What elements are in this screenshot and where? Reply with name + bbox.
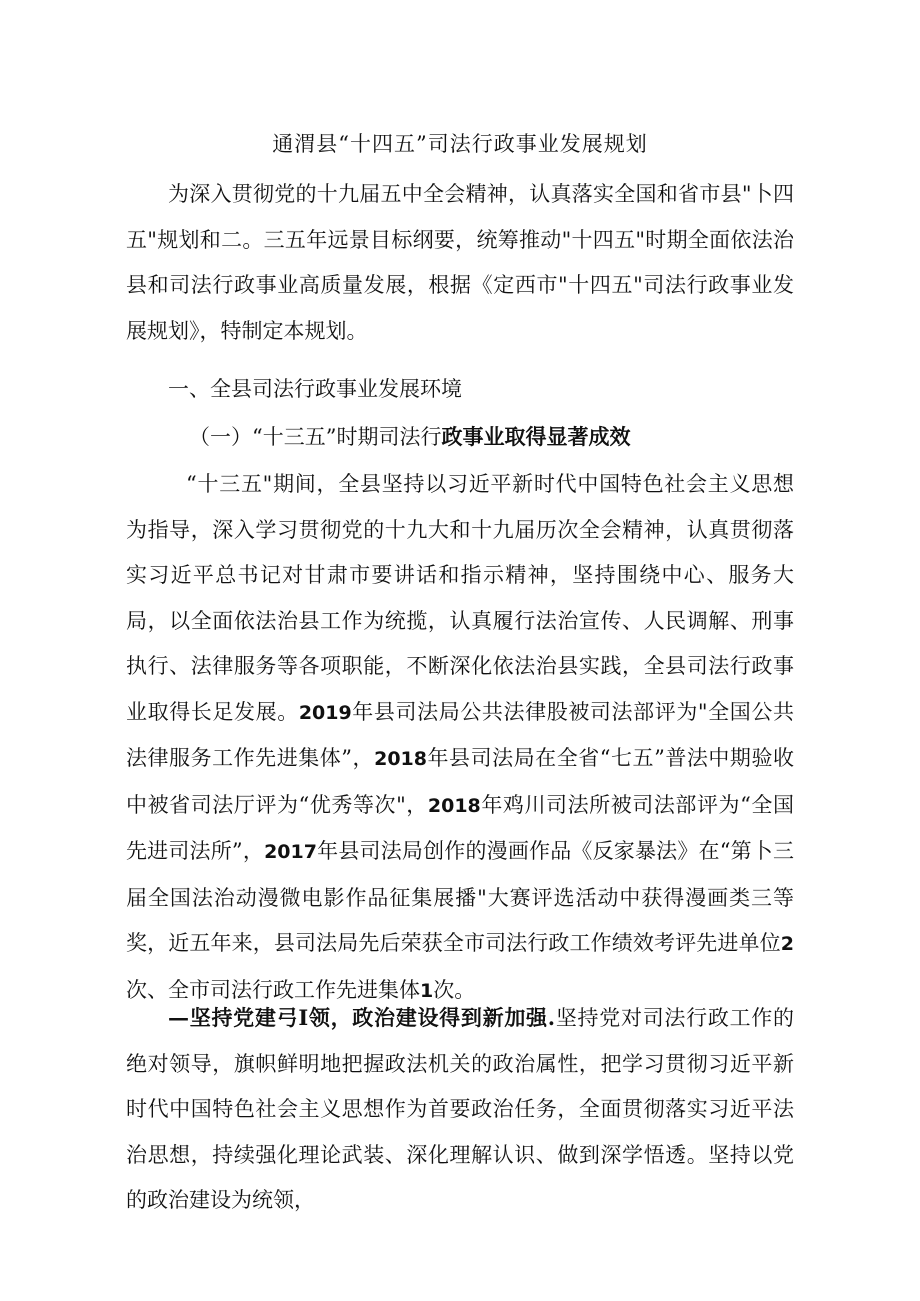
achievements-text-6: 次、全市司法行政工作先进集体: [126, 977, 420, 1002]
achievements-text-3: 年县司法局在全省“七五”普法中期验收中被省司法厅评为“优秀等次"，: [126, 746, 794, 817]
year-2018-b: 2018: [427, 794, 481, 817]
subsection-heading-1-part-a: （一）“十三五”时期司法行: [189, 425, 442, 449]
achievements-text-1: “十三五"期间，全县坚持以习近平新时代中国特色社会主义思想为指导，深入学习贯彻党的十九大和十九届历次全会精神，认真贯彻落实习近平总书记对甘肃市要讲话和指示精神，坚持围绕中心、服务大局，以全面依法治县工作为统揽，认真履行法治宣传、人民调解、刑事执行、法律服务等各项职能，不断深化依法治县实践，全县司法行政事业取得长足发展。: [126, 472, 794, 724]
party-building-text: 坚持党对司法行政工作的绝对领导，旗帜鲜明地把握政法机关的政治属性，把学习贯彻习近平新时代中国特色社会主义思想作为首要政治任务，全面贯彻落实习近平法治思想，持续强化理论武装、深化理解认识、做到深学悟透。坚持以党的政治建设为统领，: [126, 1006, 795, 1212]
achievements-text-4: 年鸡川司法所被司法部评为“全国先进司法所”，: [126, 792, 794, 863]
count-2: 2: [780, 933, 794, 955]
achievements-paragraph: [126, 462, 794, 1014]
party-building-paragraph: [126, 995, 794, 1224]
section-heading-1: 一、全县司法行政事业发展环境: [168, 377, 462, 401]
party-building-lead: —坚持党建弓I领，政治建设得到新加强.: [168, 1005, 556, 1030]
year-2018-a: 2018: [374, 748, 427, 770]
subsection-heading-1: [189, 421, 630, 451]
achievements-text-2: 年县司法局公共法律股被司法部评为"全国公共法律服务工作先进集体”，: [126, 699, 794, 770]
achievements-text-7: 次。: [433, 977, 476, 1002]
achievements-text-5: 年县司法局创作的漫画作品《反家暴法》在“第卜三届全国法治动漫微电影作品征集展播"大赛评选活动中获得漫画类三等奖，近五年来，县司法局先后荣获全市司法行政工作绩效考评先进单位: [126, 839, 794, 955]
document-title: 通渭县“十四五”司法行政事业发展规划: [272, 132, 648, 156]
year-2019: 2019: [298, 701, 352, 724]
intro-paragraph: 为深入贯彻党的十九届五中全会精神，认真落实全国和省市县"卜四五"规划和二。三五年远景目标纲要，统筹推动"十四五"时期全面依法治县和司法行政事业高质量发展，根据《定西市"十四五"司法行政事业发展规划》，特制定本规划。: [126, 182, 794, 343]
subsection-heading-1-part-b: 政事业取得显著成效: [441, 424, 631, 449]
count-1: 1: [420, 979, 434, 1002]
year-2017: 2017: [264, 841, 317, 863]
